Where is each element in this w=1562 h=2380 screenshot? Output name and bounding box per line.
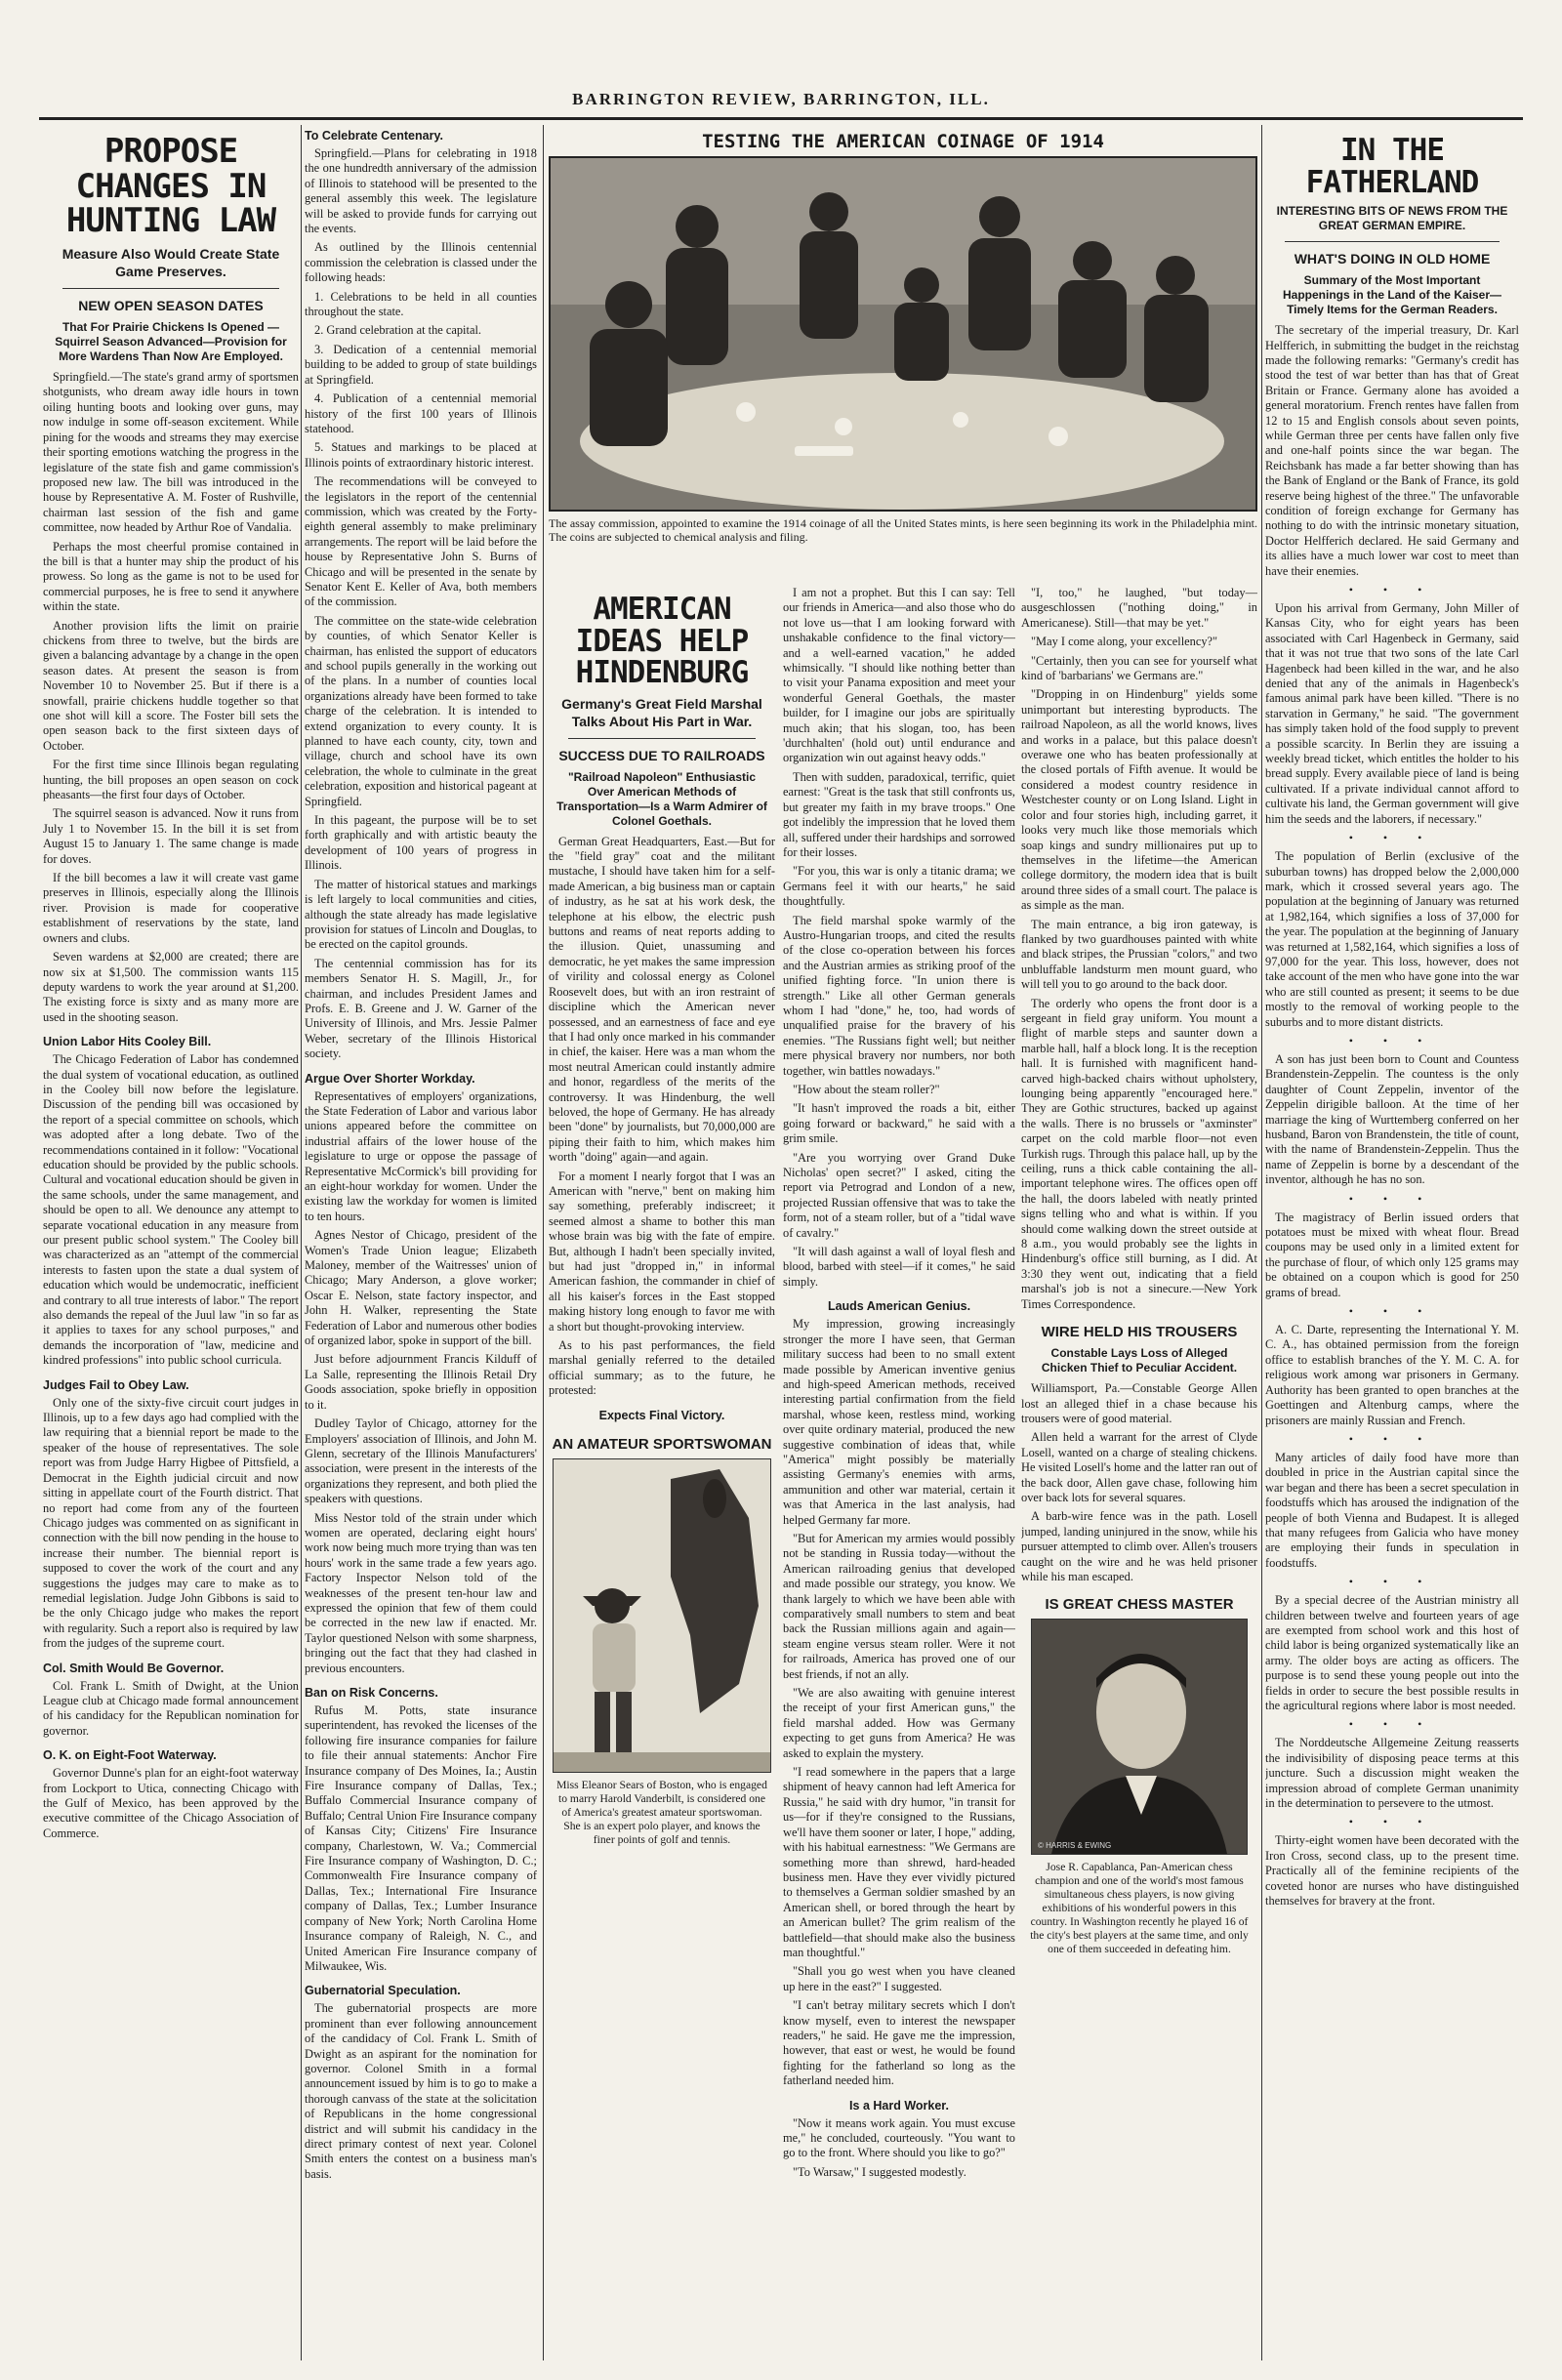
article-paragraph: The squirrel season is advanced. Now it runs from July 1 to November 15. In the bill it is set from August 15 to January 1. The same change is made for doves. xyxy=(43,806,299,866)
divider xyxy=(62,288,279,289)
section-subhead: Col. Smith Would Be Governor. xyxy=(43,1661,225,1675)
article-paragraph: The centennial commission has for its members Senator H. S. Magill, Jr., for chairman, and includes President James and Profs. E. B. Greene and J. W. Garner of the University of Illinois, and Mrs. Jessie Palmer Weber, secretary of the Illinois Historical society. xyxy=(305,956,537,1061)
section-subhead: Union Labor Hits Cooley Bill. xyxy=(43,1035,212,1049)
article-paragraph: "It hasn't improved the roads a bit, either going forward or backward," he said with a grim smile. xyxy=(783,1101,1015,1146)
hunting-deck-3: That For Prairie Chickens Is Opened —Squirrel Season Advanced—Provision for More Wardens Than Now Are Employed. xyxy=(55,320,287,364)
article-paragraph: The field marshal spoke warmly of the Austro-Hungarian troops, and cited the results of the close co-operation between his forces and the Austrian armies as striking proof of the unified fighting force. "In union there is strength." Like all other German generals whom I had "done," he, too, had words of unqualified praise for the bravery of his enemies. "The Russians fight well; but neither mere physical bravery nor numbers, nor both together, win battles nowadays." xyxy=(783,913,1015,1078)
masthead xyxy=(39,84,1523,120)
article-paragraph: For the first time since Illinois began regulating hunting, the bill proposes an open season on cock pheasants—the first four days of October. xyxy=(43,758,299,802)
hunting-deck: Measure Also Would Create State Game Preserves. xyxy=(62,246,280,280)
hindenburg-deck-3: "Railroad Napoleon" Enthusiastic Over American Methods of Transportation—Is a Warm Admirer of Colonel Goethals. xyxy=(556,769,767,828)
article-paragraph: My impression, growing increasingly stronger the more I have seen, that German military success had been to no small extent made possible by American inventive genius and high-speed American methods, received interesting partial confirmation from the field marshal, whose keen, restless mind, working over quite ordinary material, produced the new suggestive combination of ideas that, while "America" might possibly be materially assisting Germany's enemies with arms, ammunition and other war material, certain it was that America in the last analysis, had helped Germany far more. xyxy=(783,1317,1015,1527)
article-paragraph: "For you, this war is only a titanic drama; we Germans feel it with our hearts," he said thoughtfully. xyxy=(783,864,1015,909)
article-paragraph: "It will dash against a wall of loyal flesh and blood, barbed with steel—if it comes," he said simply. xyxy=(783,1245,1015,1289)
masthead-text: BARRINGTON REVIEW, BARRINGTON, ILL. xyxy=(572,90,990,108)
article-paragraph: Dudley Taylor of Chicago, attorney for the Employers' association of Illinois, and John M. Glenn, secretary of the Illinois Manufacturers' association, were present in the interests of the organizations they represent, and both plied the speakers with questions. xyxy=(305,1416,537,1506)
section-subhead: Lauds American Genius. xyxy=(827,1299,971,1314)
article-paragraph: Thirty-eight women have been decorated with the Iron Cross, second class, up to the present time. Practically all of the feminine recipients of the coveted honor are nurses who have distinguished themselves for bravery at the front. xyxy=(1265,1833,1519,1908)
article-paragraph: The gubernatorial prospects are more prominent than ever following announcement of the candidacy of Col. Frank L. Smith of Dwight as an aspirant for the nomination for governor. Colonel Smith in a formal announcement issued by him is to go to make a thorough canvass of the state at the solicitation of Republicans in the home congressional district and will submit his candidacy in the direct primary contest of next year. Colonel Smith enters the contest on a business man's basis. xyxy=(305,2001,537,2181)
column-1 xyxy=(43,127,299,2362)
article-paragraph: The magistracy of Berlin issued orders that potatoes must be mixed with wheat flour. Bread coupons may be used only in a limited extent for the purchase of flour, of which only 125 grams may be obtained on a coupon which is good for 250 grams of bread. xyxy=(1265,1210,1519,1299)
column-6 xyxy=(1265,127,1519,2362)
chess-headline: IS GREAT CHESS MASTER xyxy=(1045,1596,1234,1614)
article-paragraph: Many articles of daily food have more than doubled in price in the Austrian capital since the war began and there has been a secret speculation in foodstuffs which has aroused the indignation of the people of both Vienna and Budapest. It is alleged that many refugees from Galicia who have money are employing their funds in speculation in foodstuffs. xyxy=(1265,1450,1519,1570)
article-paragraph: The matter of historical statues and markings is left largely to local communities and cities, although the state already has made legislative provision for statues of Lincoln and Douglas, to be erected on the capitol grounds. xyxy=(305,877,537,952)
divider-dots: • • • xyxy=(1348,831,1436,845)
fatherland-deck-2: WHAT'S DOING IN OLD HOME xyxy=(1294,251,1491,267)
section-subhead: Argue Over Shorter Workday. xyxy=(305,1071,475,1086)
section-subhead: Ban on Risk Concerns. xyxy=(305,1686,438,1700)
section-subhead: To Celebrate Centenary. xyxy=(305,129,443,143)
article-paragraph: German Great Headquarters, East.—But for the "field gray" coat and the militant mustache, I should have taken him for a self-made American, a big business man or captain of industry, as he sat at his work desk, the telephone at his elbow, the electric push buttons and reams of neat reports adding to the illusion. Quiet, unassuming and democratic, he yet makes the same impression of virility and colossal energy as Colonel Roosevelt does, but with an iron restraint of discipline which the American never possessed, and an earnestness of face and eye that I had only once marked in his commander in chief, the kaiser. Here was a man whom the most neutral American could instantly admire and honor, regardless of the merits of the controversy. It was Hindenburg, the well beloved, the hope of Germany. He has already been "done" by journalists, but 70,000,000 are piping their faith to him, which makes him worth "doing" again—and again. xyxy=(549,834,775,1165)
article-paragraph: "I, too," he laughed, "but today—ausgeschlossen ("nothing doing," in Americanese). Still—that may be yet." xyxy=(1021,586,1257,630)
article-paragraph: In this pageant, the purpose will be to set forth graphically and with artistic beauty the development of 100 years of progress in Illinois. xyxy=(305,813,537,873)
column-3 xyxy=(549,586,775,2362)
chess-photo xyxy=(1031,1619,1248,1855)
article-paragraph: I am not a prophet. But this I can say: Tell our friends in America—and also those who do not love us—that I am looking forward with unshakable confidence to the final victory—and a well-earned vacation," he added whimsically. "I should like nothing better than to visit your Panama exposition and meet your wonderful General Goethals, the master builder, for I imagine our jobs are spiritually much akin; that his slogan, too, has been 'durchhalten' (hold out) until endurance and organization win out against heavy odds." xyxy=(783,586,1015,765)
article-paragraph: Agnes Nestor of Chicago, president of the Women's Trade Union league; Elizabeth Maloney, member of the Waitresses' union of Chicago; Mary Anderson, a glove worker; Oscar E. Nelson, state factory inspector, and John H. Walker, representing the State Federation of Labor and numerous other bodies of organized labor, spoke in support of the bill. xyxy=(305,1228,537,1348)
trousers-headline: WIRE HELD HIS TROUSERS xyxy=(1041,1324,1238,1341)
column-5 xyxy=(1021,586,1257,2362)
divider-dots: • • • xyxy=(1348,1815,1436,1829)
article-paragraph: 3. Dedication of a centennial memorial building to be added to group of state buildings at Springfield. xyxy=(305,342,537,387)
article-paragraph: "How about the steam roller?" xyxy=(793,1083,940,1096)
article-paragraph: The Chicago Federation of Labor has condemned the dual system of vocational education, as outlined in the Cooley bill now before the legislature. Discussion of the pending bill was occasioned by the report of a special committee on schools, which was adopted after a long debate. Two of the recommendations contained in it follow: "Vocational education should be provided by the public schools. Cultural and vocational education should be given in the same schools, under the same management, and should be open to all. We denounce any attempt to separate vocational education in any measure from our present public school system." The Cooley bill was characterized as an "attempt of the commercial interests to fasten upon the state a dual system of education which would be undemocratic, inefficient and contrary to all true interests of labor." The report also demands the repeal of the Juul law "in so far as it applies to taxes for any school purposes," and demands the incorporation of "law, medicine and kindred professions" into public school curricula. xyxy=(43,1052,299,1368)
column-2 xyxy=(305,127,537,2362)
article-paragraph: The Norddeutsche Allgemeine Zeitung reasserts the indivisibility of disposing peace terms at this juncture. Such a discussion might weaken the impression abroad of complete German unanimity in the determination to persevere to the utmost. xyxy=(1265,1736,1519,1811)
coinage-photo-image xyxy=(551,158,1255,510)
article-paragraph: Springfield.—The state's grand army of sportsmen shotgunists, who dream away idle hours in town oiling hunting boots and looking over guns, may now indulge in some off-season excitement. While pining for the woods and streams they may exercise their sporting emotions watching the progress in the legislature of the state fish and game commission's proposed new law. The bill was introduced in the house by Representative A. M. Foster of Rushville, chairman last session of the fish and game committee, now headed by Arthur Roe of Vandalia. xyxy=(43,370,299,535)
fatherland-headline: IN THE FATHERLAND xyxy=(1305,133,1479,200)
divider-dots: • • • xyxy=(1348,1717,1436,1732)
article-paragraph: Only one of the sixty-five circuit court judges in Illinois, up to a few days ago had complied with the law requiring that a biennial report be made to the speaker of the house of representatives. The sole report was from Judge Harry Higbee of Pittsfield, a Democrat in the Eighth judicial circuit and now sitting in appellate court of the Fourth district. That no report had come from any of the fourteen Chicago judges was commented on as significant in connection with the bill now pending in the house to increase their number. The biennial report is supposed to cover the work of the court and any suggestions the judges may care to make as to remedial legislation. Judge John Gibbons is said to be the only Chicago judge who makes the report with regularity. Such a report also is required by law from the judges of the supreme court. xyxy=(43,1395,299,1651)
article-paragraph: 4. Publication of a centennial memorial history of the first 100 years of Illinois statehood. xyxy=(305,391,537,435)
chess-caption: Jose R. Capablanca, Pan-American chess champion and one of the world's most famous simultaneous chess players, is now giving exhibitions of his wonderful powers in this country. In Washington recently he played 16 of the city's best players at the same time, and only one of them succeeded in defeating him. xyxy=(1030,1861,1249,1956)
hindenburg-deck-2: SUCCESS DUE TO RAILROADS xyxy=(558,747,765,763)
article-paragraph: Just before adjournment Francis Kilduff of La Salle, representing the Illinois Retail Dry Goods association, spoke briefly in opposition to it. xyxy=(305,1352,537,1412)
hindenburg-deck: Germany's Great Field Marshal Talks About His Part in War. xyxy=(561,695,762,729)
article-paragraph: The main entrance, a big iron gateway, is flanked by two guardhouses painted with white and black stripes, the Prussian "colors," and two unbluffable landsturm men mount guard, who will tell you to go around to the back door. xyxy=(1021,917,1257,992)
article-paragraph: A. C. Darte, representing the International Y. M. C. A., has obtained permission from the foreign office to establish branches of the Y. M. C. A. for religious work among war prisoners in Germany. Authority has been granted to open branches at the Goettingen and Altenburg camps, where the prisoners are mainly Russian and French. xyxy=(1265,1323,1519,1427)
section-subhead: Gubernatorial Speculation. xyxy=(305,1984,461,1998)
article-paragraph: Col. Frank L. Smith of Dwight, at the Union League club at Chicago made formal announcement of his candidacy for the Republican nomination for governor. xyxy=(43,1678,299,1738)
coinage-photo-block xyxy=(549,127,1257,544)
article-paragraph: "I can't betray military secrets which I don't know myself, even to interest the newspaper readers," he said. He gave me the impression, however, that east or west, he would be found fighting for the fatherland so long as the fatherland needed him. xyxy=(783,1998,1015,2088)
fatherland-deck-3: Summary of the Most Important Happenings in the Land of the Kaiser—Timely Items for the German Readers. xyxy=(1282,273,1502,317)
article-paragraph: Miss Nestor told of the strain under which women are operated, declaring eight hours' work now being much more trying than was ten hours' work in the same trade a few years ago. Factory Inspector Nelson told of the weaknesses of the present ten-hour law and expressed the opinion that few of them could be corrected in the new law if enacted. Mr. Taylor questioned Nelson with some sharpness, bringing out the fact that they had clashed in previous encounters. xyxy=(305,1510,537,1675)
section-subhead: Expects Final Victory. xyxy=(598,1408,725,1422)
article-paragraph: By a special decree of the Austrian ministry all children between twelve and fourteen years of age are exempted from school work and this host of child labor is being organized systematically like an army. The older boys are acting as officers. The purpose is to send these young people out into the fields in order to secure the best possible results in the agricultural regions where labor is most needed. xyxy=(1265,1593,1519,1712)
article-paragraph: As to his past performances, the field marshal genially referred to the detailed official summary; as to the future, he protested: xyxy=(549,1338,775,1398)
article-paragraph: 1. Celebrations to be held in all counties throughout the state. xyxy=(305,289,537,319)
section-subhead: O. K. on Eight-Foot Waterway. xyxy=(43,1748,217,1763)
divider-dots: • • • xyxy=(1348,1304,1436,1319)
article-paragraph: Williamsport, Pa.—Constable George Allen lost an alleged thief in a chase because his trousers were of good material. xyxy=(1021,1381,1257,1425)
article-paragraph: "We are also awaiting with genuine interest the receipt of your first American guns," the field marshal added. How was Germany expecting to get guns from America? He was asked to explain the mystery. xyxy=(783,1686,1015,1760)
article-paragraph: Upon his arrival from Germany, John Miller of Kansas City, who for eight years has been associated with Carl Hagenbeck in Germany, said that it was not true that two sons of the late Carl Hagenbeck had been killed in the war, and he also denied that any of the animals in Hagenbeck's famous animal park have been killed. "There is no starvation in Germany," he said. "The government has simply taken hold of the food supply to prevent a possible scarcity. In Berlin they are issuing a weekly bread ticket, which entitles the holder to his bread supply. Every available piece of land is being cultivated. If a private individual cannot afford to cultivate his land, the German government will give him the seeds and the laborers, if necessary." xyxy=(1265,601,1519,826)
hunting-headline: PROPOSE CHANGES IN HUNTING LAW xyxy=(65,132,276,241)
trousers-deck: Constable Lays Loss of Alleged Chicken Thief to Peculiar Accident. xyxy=(1041,1346,1238,1375)
article-paragraph: "May I come along, your excellency?" xyxy=(1031,635,1218,649)
sportswoman-photo-image xyxy=(554,1459,770,1772)
article-paragraph: "Shall you go west when you have cleaned up here in the east?" I suggested. xyxy=(783,1964,1015,1993)
photo-credit: © HARRIS & EWING xyxy=(1038,1841,1112,1851)
article-paragraph: Another provision lifts the limit on prairie chickens from three to twelve, but the birds are given a balancing advantage by a change in the open season dates. At present the season is from November 10 to November 25. But if there is a snowfall, prairie chickens huddle together so that one shot will kill a score. The Foster bill sets the open season back to the first sixteen days of October. xyxy=(43,618,299,753)
article-paragraph: As outlined by the Illinois centennial commission the celebration is classed under the following heads: xyxy=(305,240,537,285)
article-paragraph: The recommendations will be conveyed to the legislators in the report of the centennial commission, which was created by the Forty-eighth general assembly to make preliminary arrangements. The report will be laid before the house by Representative John S. Burns of Chicago and will be presented in the senate by Senator Kent E. Keller of Ava, both members of the commission. xyxy=(305,474,537,609)
article-paragraph: Then with sudden, paradoxical, terrific, quiet earnest: "Great is the task that still confronts us, but greater my faith in my brave troops." One got indelibly the impression that he loved them all, suffered under their hardships and sorrowed for their losses. xyxy=(783,769,1015,859)
photo-title: TESTING THE AMERICAN COINAGE OF 1914 xyxy=(702,131,1104,152)
divider-dots: • • • xyxy=(1348,1431,1436,1446)
article-paragraph: Perhaps the most cheerful promise contained in the bill is that a hunter may ship the product of his prowess. So long as the game is not to be used for commercial purposes, he is free to send it anywhere within the state. xyxy=(43,539,299,614)
article-paragraph: "I read somewhere in the papers that a large shipment of heavy cannon had left America for Russia," he said with dry humor, "in transit for us—for if they're consigned to the Russians, we'll have them sooner or later, I hope," adding, with his habitual earnestness: "We Germans are something more than shrewd, hard-headed business men. Have they ever vividly pictured to themselves a German soldier smashed by an American shell, or bored through the heart by an American bullet? The grim realism of the battlefield—that should make also the business man thoughtful." xyxy=(783,1765,1015,1959)
article-paragraph: Rufus M. Potts, state insurance superintendent, has revoked the licenses of the following fire insurance companies for failure to file their annual statements: Anchor Fire Insurance company of Des Moines, Ia.; Austin Fire Insurance company of Dallas, Tex.; Buffalo Commercial Insurance company of Buffalo; Central Union Fire Insurance company of Kansas City; Citizens' Fire Insurance company, Charlestown, W. Va.; Commercial Fire Insurance company of Washington, D. C.; Commonwealth Fire Insurance company of Dallas, Tex.; International Fire Insurance company of Dallas, Tex.; Lumber Insurance company of New York; North Carolina Home Insurance company of Raleigh, N. C., and United American Fire Insurance company of Milwaukee, Wis. xyxy=(305,1703,537,1973)
article-paragraph: "Now it means work again. You must excuse me," he concluded, courteously. "You want to go to the front. Where should you like to go?" xyxy=(783,2115,1015,2160)
article-paragraph: "Certainly, then you can see for yourself what kind of 'barbarians' we Germans are." xyxy=(1021,653,1257,683)
article-paragraph: Springfield.—Plans for celebrating in 1918 the one hundredth anniversary of the admission of Illinois to statehood will be presented to the general assembly this week. The legislature will be asked to provide funds for carrying out the events. xyxy=(305,146,537,236)
article-paragraph: Governor Dunne's plan for an eight-foot waterway from Lockport to Utica, connecting Chicago with the Gulf of Mexico, has been approved by the executive committee of the Chicago Association of Commerce. xyxy=(43,1766,299,1840)
article-paragraph: Allen held a warrant for the arrest of Clyde Losell, wanted on a charge of stealing chickens. He visited Losell's home and the latter ran out of the back door, Allen gave chase, following him over back lots for several squares. xyxy=(1021,1430,1257,1504)
column-4 xyxy=(783,586,1015,2362)
divider xyxy=(1285,241,1500,242)
section-subhead: Is a Hard Worker. xyxy=(849,2098,949,2113)
article-paragraph: "To Warsaw," I suggested modestly. xyxy=(793,2164,966,2179)
divider-dots: • • • xyxy=(1348,583,1436,596)
coinage-photo xyxy=(549,156,1257,512)
photo-caption: The assay commission, appointed to examine the 1914 coinage of all the United States mints, is here seen beginning its work in the Philadelphia mint. The coins are subjected to chemical analysis and filing. xyxy=(549,516,1257,544)
divider-dots: • • • xyxy=(1348,1191,1436,1206)
column-rule xyxy=(1261,125,1262,2360)
article-paragraph: For a moment I nearly forgot that I was an American with "nerve," bent on making him say something, preferably indiscreet; it seemed almost a shame to bother this man whose brain was big with the fate of empire. But, although I hadn't been specially invited, but had just "dropped in," in informal American fashion, the commander in chief of all his kaiser's forces in the East stopped making history long enough to favor me with a short but thought-provoking interview. xyxy=(549,1169,775,1334)
article-paragraph: The secretary of the imperial treasury, Dr. Karl Helfferich, in submitting the budget in the reichstag made the following remarks: "Germany's credit has stood the test of war better than has that of Great Britain or France. Germany alone has avoided a general moratorium. French rentes have fallen from 12 to 15 and English consols about seven points, while German three per cents have fallen only five and one-half points since the war began. The Reichsbank has made a far better showing than has the Bank of England or the Bank of France, its gold reserve being highest of the three." The unfavorable condition of foreign exchange for Germany has nothing to do with the intrinsic monetary situation, Doctor Helfferich declared. He said Germany and its allies have a much lower war cost to meet than have their enemies. xyxy=(1265,323,1519,578)
fatherland-deck: INTERESTING BITS OF NEWS FROM THE GREAT GERMAN EMPIRE. xyxy=(1276,204,1508,233)
sportswoman-caption: Miss Eleanor Sears of Boston, who is engaged to marry Harold Vanderbilt, is considered one of America's greatest amateur sportswoman. She is an expert polo player, and knows the finer points of golf and tennis. xyxy=(556,1778,767,1846)
hunting-deck-2: NEW OPEN SEASON DATES xyxy=(78,298,264,314)
article-paragraph: 5. Statues and markings to be placed at Illinois points of extraordinary historic interest. xyxy=(305,440,537,470)
article-paragraph: 2. Grand celebration at the capital. xyxy=(314,323,481,338)
article-paragraph: A son has just been born to Count and Countess Brandenstein-Zeppelin. The countess is the only daughter of Count Zeppelin, inventor of the Zeppelin dirigible balloon. At the time of her marriage the king of Wurttemberg conferred on her husband, Baron von Brandenstein, the title of count, with the name of Brandenstein-Zeppelin. Thus the name of Zeppelin is borne by a descendant of the inventor, although he has no son. xyxy=(1265,1051,1519,1187)
article-paragraph: "Dropping in on Hindenburg" yields some unimportant but interesting byproducts. The railroad Napoleon, as all the world knows, lives and works in a palace, but this palace doesn't overawe one who has beaten professionally at the closed portals of Fifth avenue. It would be considered a modest country residence in Westchester county or on Long Island. Light in color and four stories high, including garret, it looks very much like those memorials which soap kings and sundry millionaires put up to themselves in the lifetime—the American college dormitory, the modern idea that is built around three sides of a small court. The palace is as simple as the man. xyxy=(1021,687,1257,913)
article-paragraph: "Are you worrying over Grand Duke Nicholas' open secret?" I asked, citing the report via Petrograd and London of a new, projected Russian offensive that was to take the form, not of a steam roller, but of a "tidal wave of cavalry." xyxy=(783,1150,1015,1240)
hindenburg-headline: AMERICAN IDEAS HELP HINDENBURG xyxy=(575,592,749,691)
article-paragraph: Seven wardens at $2,000 are created; there are now six at $1,500. The commission wants 115 deputy wardens to work the year around at $1,200. The existing force is sixty and as many more are used in the shooting season. xyxy=(43,950,299,1024)
sportswoman-headline: AN AMATEUR SPORTSWOMAN xyxy=(552,1435,772,1453)
divider-dots: • • • xyxy=(1348,1575,1436,1589)
column-rule xyxy=(301,125,302,2360)
chess-photo-image xyxy=(1032,1620,1247,1854)
article-paragraph: A barb-wire fence was in the path. Losell jumped, landing uninjured in the snow, while his pursuer attempted to climb over. Allen's trousers caught on the wire and he was held prisoner while his man escaped. xyxy=(1021,1509,1257,1583)
article-paragraph: If the bill becomes a law it will create vast game preserves in Illinois, especially along the Illinois river. Provision is made for cooperative establishment of reservations by the state, land owners and clubs. xyxy=(43,871,299,945)
divider-dots: • • • xyxy=(1348,1033,1436,1047)
article-paragraph: The orderly who opens the front door is a sergeant in field gray uniform. You mount a flight of marble steps and saunter down a marble hall, half a block long. It is the reception hall. It is furnished with magnificent hand-carved high-backed chairs without upholstery, lounging being apparently "encouraged here." They are Gothic structures, backed up against the walls. There is no brussels or "axminster" carpet on the cold marble floor—not even Turkish rugs. Through this palace hall, up by the ceiling, runs a thick cable containing the all-important telephone wires. The offices open off the hall, the doors labeled with neatly printed signs telling who and what is within. If you should come walking down the street outside at 8 a.m., you would probably see the lights in Hindenburg's office still burning, as I did. At 3:30 they went out, indicating that a field marshal's job is not a sinecure.—New York Times Correspondence. xyxy=(1021,996,1257,1311)
section-subhead: Judges Fail to Obey Law. xyxy=(43,1377,189,1392)
article-paragraph: Representatives of employers' organizations, the State Federation of Labor and various labor unions appeared before the committee on industrial affairs of the lower house of the legislature to urge or oppose the passage of Representative McCormick's bill providing for an eight-hour workday for women. Under the existing law the workday for women is limited to ten hours. xyxy=(305,1088,537,1223)
column-rule xyxy=(543,125,544,2360)
article-paragraph: The population of Berlin (exclusive of the suburban towns) has dropped below the 2,000,000 mark, which it crossed several years ago. The population at the beginning of January was returned at 1,982,164, which signifies a loss of 37,000 for the year. The population at the beginning of January was returned at 1,582,164, which signifies a loss of 97,000 for the year. This loss, however, does not take account of the men who have gone into the war who are still counted as present; it seems to be due mostly to the removal of working people to the suburbs and to more distant districts. xyxy=(1265,849,1519,1029)
article-paragraph: "But for American my armies would possibly not be standing in Russia today—without the American railroading genius that developed and made possible our strategy, you know. We thank largely to which we have been able with comparatively small numbers to stem and beat back the Russian millions again and again—steam engine versus steam roller. Were it not for railroads, America has proved one of our best friends, if not an ally. xyxy=(783,1531,1015,1681)
sportswoman-photo xyxy=(553,1458,771,1773)
article-paragraph: The committee on the state-wide celebration by counties, of which Senator Keller is chairman, has enlisted the support of educators and school pupils generally in the working out of the plans. In a number of counties local organizations already have been formed to take charge of the celebration. It is intended to extend organization to every county. It is planned to have each county, city, town and village, church and school have its own celebration, the whole to culminate in the great celebration, exposition and historical pageant at Springfield. xyxy=(305,613,537,808)
divider xyxy=(568,738,756,739)
